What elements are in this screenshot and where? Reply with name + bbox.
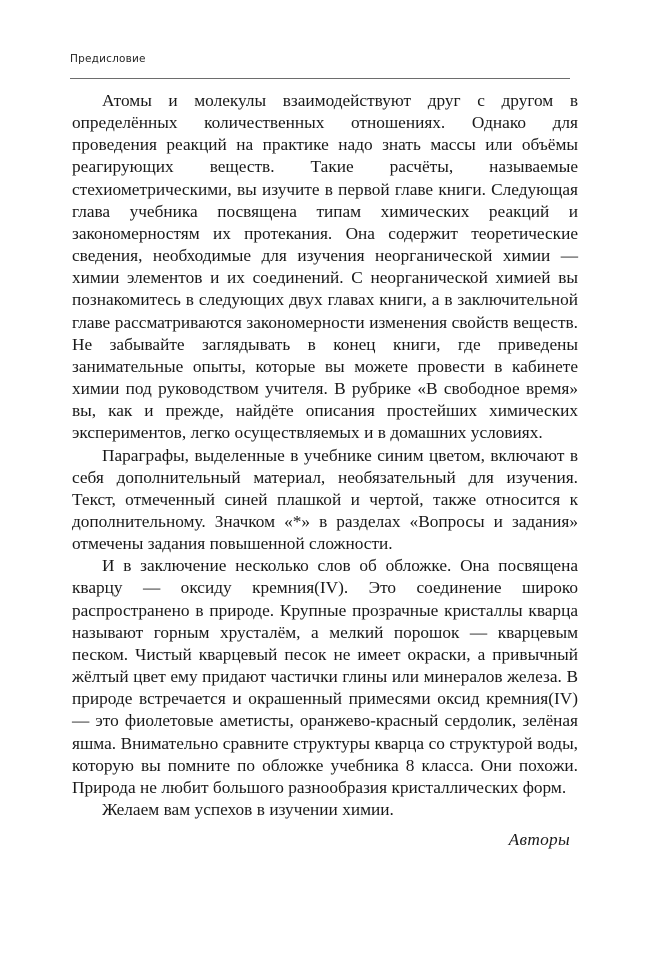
header-rule — [70, 78, 570, 79]
body-text-block — [72, 90, 578, 851]
paragraph: Атомы и молекулы взаимодействуют друг с другом в определённых количественных отношениях. Однако для проведения реакций на практике надо знать массы или объёмы реагирующих веществ. Такие расчёты, называемые стехиометрическими, вы изучите в первой главе книги. Следующая глава учебника посвящена типам химических реакций и закономерностям их протекания. Она содержит теоретические сведения, необходимые для изучения неорганической химии — химии элементов и их соединений. С неорганической химией вы познакомитесь в следующих двух главах книги, а в заключительной главе рассматриваются закономерности изменения свойств веществ. Не забывайте заглядывать в конец книги, где приведены занимательные опыты, которые вы можете провести в кабинете химии под руководством учителя. В рубрике «В свободное время» вы, как и прежде, найдёте описания простейших химических экспериментов, легко осуществляемых и в домашних условиях. — [72, 91, 578, 443]
running-head: Предисловие — [70, 53, 146, 65]
paragraph: И в заключение несколько слов об обложке. Она посвящена кварцу — оксиду кремния(IV). Это соединение широко распространено в природе. Крупные прозрачные кристаллы кварца называют горным хрусталём, а мелкий порошок — кварцевым песком. Чистый кварцевый песок не имеет окраски, а привычный жёлтый цвет ему придают частички глины или минералов железа. В природе встречается и окрашенный примесями оксид кремния(IV) — это фиолетовые аметисты, оранжево-красный сердолик, зелёная яшма. Внимательно сравните структуры кварца со структурой воды, которую вы помните по обложке учебника 8 класса. Они похожи. Природа не любит большого разнообразия кристаллических форм. — [72, 556, 578, 797]
signature-line: Авторы — [508, 830, 570, 850]
paragraph: Параграфы, выделенные в учебнике синим цветом, включают в себя дополнительный материал, необязательный для изучения. Текст, отмеченный синей плашкой и чертой, также относится к дополнительному. Значком «*» в разделах «Вопросы и задания» отмечены задания повышенной сложности. — [72, 445, 578, 554]
paragraph: Желаем вам успехов в изучении химии. — [102, 800, 394, 819]
